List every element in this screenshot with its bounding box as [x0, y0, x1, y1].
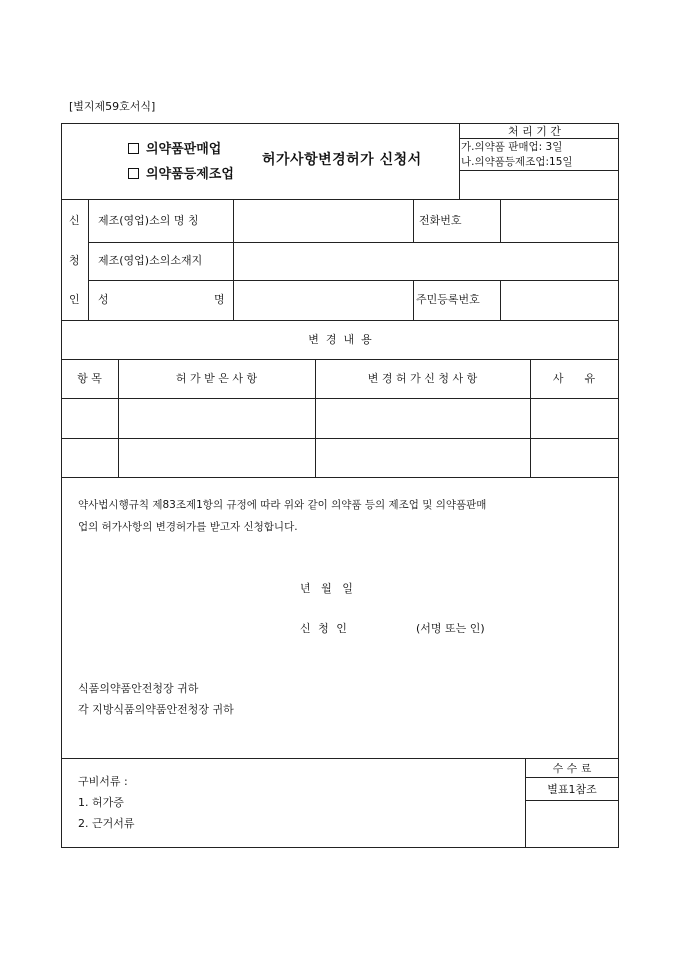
application-date: 년 월 일	[300, 582, 353, 595]
frame-top	[61, 123, 619, 124]
applicant-side-label-2: 청	[69, 254, 80, 267]
fee-label: 수 수 료	[552, 762, 592, 775]
fee-value: 별표1참조	[547, 783, 597, 796]
statement-line2: 업의 허가사항의 변경허가를 받고자 신청합니다.	[78, 521, 298, 533]
frame-bottom	[61, 847, 619, 848]
row2-approved-field[interactable]	[119, 439, 315, 477]
addressee-regional: 각 지방식품의약품안전청장 귀하	[78, 703, 234, 716]
business-name-label: 제조(영업)소의 명 칭	[98, 214, 199, 227]
row2-item-field[interactable]	[62, 439, 118, 477]
row1-reason-field[interactable]	[531, 399, 618, 438]
form-title: 허가사항변경허가 신청서	[262, 152, 422, 168]
column-reason: 사 유	[552, 372, 596, 385]
row2-reason-field[interactable]	[531, 439, 618, 477]
column-requested: 변 경 허 가 신 청 사 항	[367, 372, 478, 385]
row1-requested-field[interactable]	[316, 399, 530, 438]
processing-period-line1: 가.의약품 판매업: 3일	[461, 141, 563, 153]
row1-item-field[interactable]	[62, 399, 118, 438]
addressee-kfda: 식품의약품안전청장 귀하	[78, 682, 199, 695]
processing-period-label: 처 리 기 간	[508, 125, 561, 138]
option-pharma-manufacturing[interactable]: 의약품등제조업	[128, 168, 234, 181]
resident-id-label: 주민등록번호	[416, 293, 480, 306]
statement-line1: 약사법시행규칙 제83조제1항의 규정에 따라 위와 같이 의약품 등의 제조업 및 의약품판매	[78, 499, 487, 511]
business-address-label: 제조(영업)소의소재지	[98, 254, 203, 267]
changes-section-title: 변 경 내 용	[308, 333, 372, 346]
column-item: 항 목	[77, 372, 102, 385]
applicant-side-label-1: 신	[69, 214, 80, 227]
applicant-signature-label: 신 청 인	[300, 622, 349, 635]
form-number: [별지제59호서식]	[69, 100, 156, 113]
signature-or-seal-label: (서명 또는 인)	[416, 622, 485, 635]
row1-approved-field[interactable]	[119, 399, 315, 438]
frame-right	[618, 123, 619, 848]
person-name-label-left: 성	[98, 293, 109, 306]
phone-label: 전화번호	[419, 214, 462, 227]
frame-left	[61, 123, 62, 848]
option-pharma-sales[interactable]: 의약품판매업	[128, 143, 221, 156]
checkbox-pharma-sales[interactable]	[128, 143, 139, 154]
processing-period-line2: 나.의약품등제조업:15일	[461, 156, 573, 168]
required-documents-label: 구비서류 :	[78, 775, 128, 788]
required-document-1: 1. 허가증	[78, 796, 124, 809]
required-document-2: 2. 근거서류	[78, 817, 135, 830]
applicant-side-label-3: 인	[69, 293, 80, 306]
column-approved: 허 가 받 은 사 항	[175, 372, 258, 385]
row2-requested-field[interactable]	[316, 439, 530, 477]
person-name-label-right: 명	[214, 293, 225, 306]
checkbox-pharma-manufacturing[interactable]	[128, 168, 139, 179]
